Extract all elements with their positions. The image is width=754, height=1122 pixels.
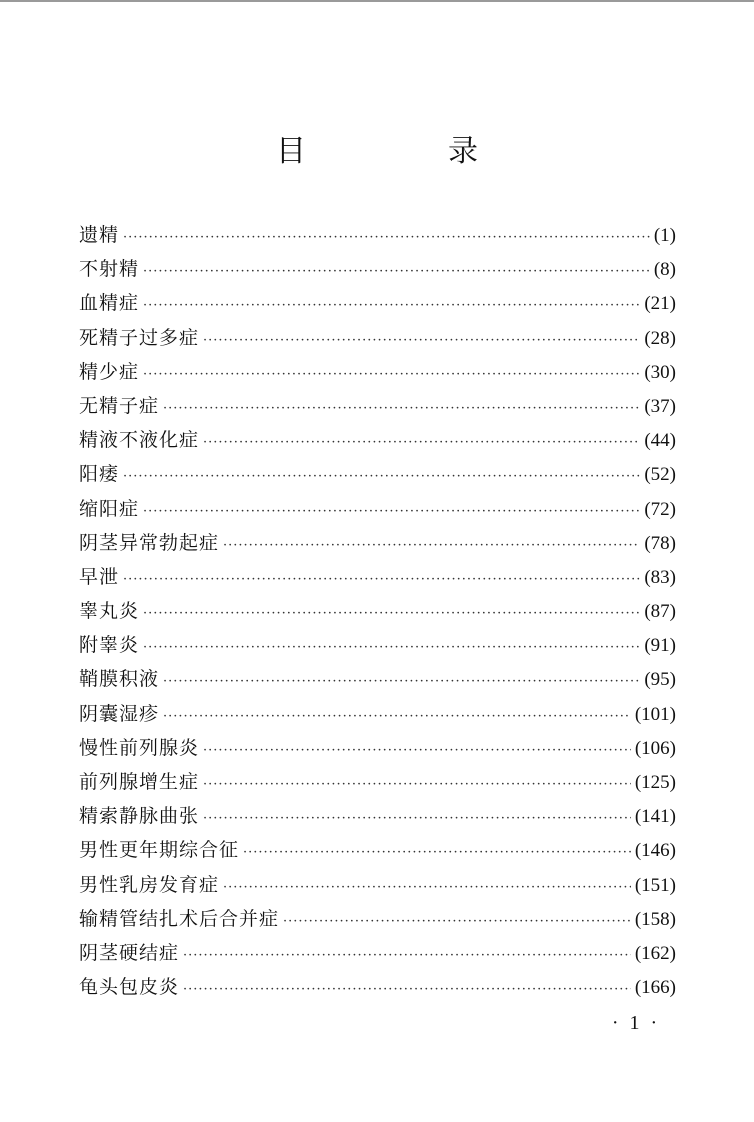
toc-entry-label: 精少症: [79, 360, 140, 383]
dot-leader: [143, 597, 640, 631]
toc-entry-page: (21): [644, 293, 676, 315]
dot-leader: [143, 631, 640, 665]
toc-entry-label: 睾丸炎: [79, 600, 140, 623]
dot-leader: [163, 392, 640, 426]
toc-entry-label: 男性更年期综合征: [79, 839, 240, 862]
dot-leader: [183, 973, 631, 1007]
dot-leader: [163, 665, 640, 699]
toc-entry-label: 阴茎硬结症: [79, 941, 180, 964]
toc-entry-label: 早泄: [79, 565, 120, 588]
toc-entry-page: (52): [644, 464, 676, 486]
toc-entry-label: 慢性前列腺炎: [79, 736, 200, 759]
page-title: 目 录: [276, 134, 534, 169]
toc-entry: [79, 218, 676, 252]
toc-entry: [79, 731, 676, 765]
toc-entry-label: 遗精: [79, 224, 120, 246]
dot-leader: [183, 939, 631, 973]
toc-entry: [79, 697, 676, 731]
toc-entry: [79, 833, 676, 867]
dot-leader: [203, 802, 631, 836]
toc-entry: [79, 902, 676, 936]
dot-leader: [143, 289, 640, 323]
toc-entry-page: (8): [653, 259, 676, 281]
dot-leader: [143, 358, 640, 392]
toc-entry-page: (87): [644, 601, 676, 623]
toc-entry-label: 前列腺增生症: [79, 771, 200, 793]
toc-entry: [79, 321, 676, 355]
dot-leader: [143, 495, 640, 529]
toc-entry-label: 鞘膜积液: [79, 668, 160, 691]
toc-entry-page: (44): [644, 430, 676, 452]
toc-entry-page: (146): [634, 840, 676, 862]
toc-entry: [79, 628, 676, 662]
toc-entry: [79, 765, 676, 799]
dot-leader: [163, 700, 631, 734]
toc-entry: [79, 526, 676, 560]
dot-leader: [123, 221, 650, 255]
toc-entry-label: 输精管结扎术后合并症: [79, 907, 280, 930]
dot-leader: [123, 460, 640, 494]
toc-entry-page: (91): [644, 635, 676, 657]
toc-entry: [79, 492, 676, 526]
toc-entry: [79, 457, 676, 491]
toc-entry-label: 阴茎异常勃起症: [79, 531, 220, 554]
dot-leader: [243, 836, 631, 870]
toc-entry-label: 阴囊湿疹: [79, 702, 160, 725]
toc-entry-page: (30): [644, 361, 676, 383]
toc-entry-label: 无精子症: [79, 394, 160, 417]
toc-entry-label: 不射精: [79, 258, 140, 281]
toc-entry: [79, 252, 676, 286]
toc-entry-label: 缩阳症: [79, 497, 140, 520]
toc-entry: [79, 662, 676, 696]
toc-entry: [79, 560, 676, 594]
toc-entry-page: (151): [634, 874, 676, 896]
toc-entry-page: (95): [644, 669, 676, 691]
toc-entry: [79, 594, 676, 628]
toc-entry-label: 精索静脉曲张: [79, 805, 200, 828]
toc-entry: [79, 389, 676, 423]
toc-entry-page: (72): [644, 498, 676, 520]
toc-entry-label: 附睾炎: [79, 634, 140, 657]
toc-entry-page: (141): [634, 806, 676, 828]
toc-entry-page: (101): [634, 703, 676, 725]
toc-entry-page: (37): [644, 395, 676, 417]
toc-entry-page: (166): [634, 977, 676, 999]
dot-leader: [123, 563, 640, 597]
dot-leader: [223, 871, 631, 905]
toc-entry-page: (158): [634, 908, 676, 930]
toc-entry-page: (125): [634, 772, 676, 793]
toc-entry: [79, 868, 676, 902]
toc-entry-page: (162): [634, 942, 676, 964]
toc-entry: [79, 423, 676, 457]
toc-entry-label: 阳痿: [79, 463, 120, 486]
toc-entry: [79, 355, 676, 389]
dot-leader: [203, 768, 631, 802]
table-of-contents: [79, 218, 676, 1004]
page-number: · 1 ·: [611, 1012, 661, 1034]
toc-entry: [79, 286, 676, 320]
top-rule: [0, 0, 754, 2]
toc-entry-page: (1): [653, 225, 676, 246]
toc-entry-page: (28): [644, 327, 676, 349]
toc-entry-page: (83): [644, 566, 676, 588]
dot-leader: [223, 529, 640, 563]
toc-entry-label: 死精子过多症: [79, 326, 200, 349]
toc-entry-page: (78): [644, 532, 676, 554]
toc-entry-label: 龟头包皮炎: [79, 976, 180, 999]
toc-entry: [79, 936, 676, 970]
dot-leader: [203, 734, 631, 768]
toc-entry-label: 男性乳房发育症: [79, 873, 220, 896]
dot-leader: [283, 905, 631, 939]
toc-entry: [79, 970, 676, 1004]
dot-leader: [143, 255, 650, 289]
toc-entry-label: 精液不液化症: [79, 429, 200, 452]
toc-entry-label: 血精症: [79, 292, 140, 315]
dot-leader: [203, 324, 640, 358]
toc-entry-page: (106): [634, 737, 676, 759]
toc-entry: [79, 799, 676, 833]
dot-leader: [203, 426, 640, 460]
